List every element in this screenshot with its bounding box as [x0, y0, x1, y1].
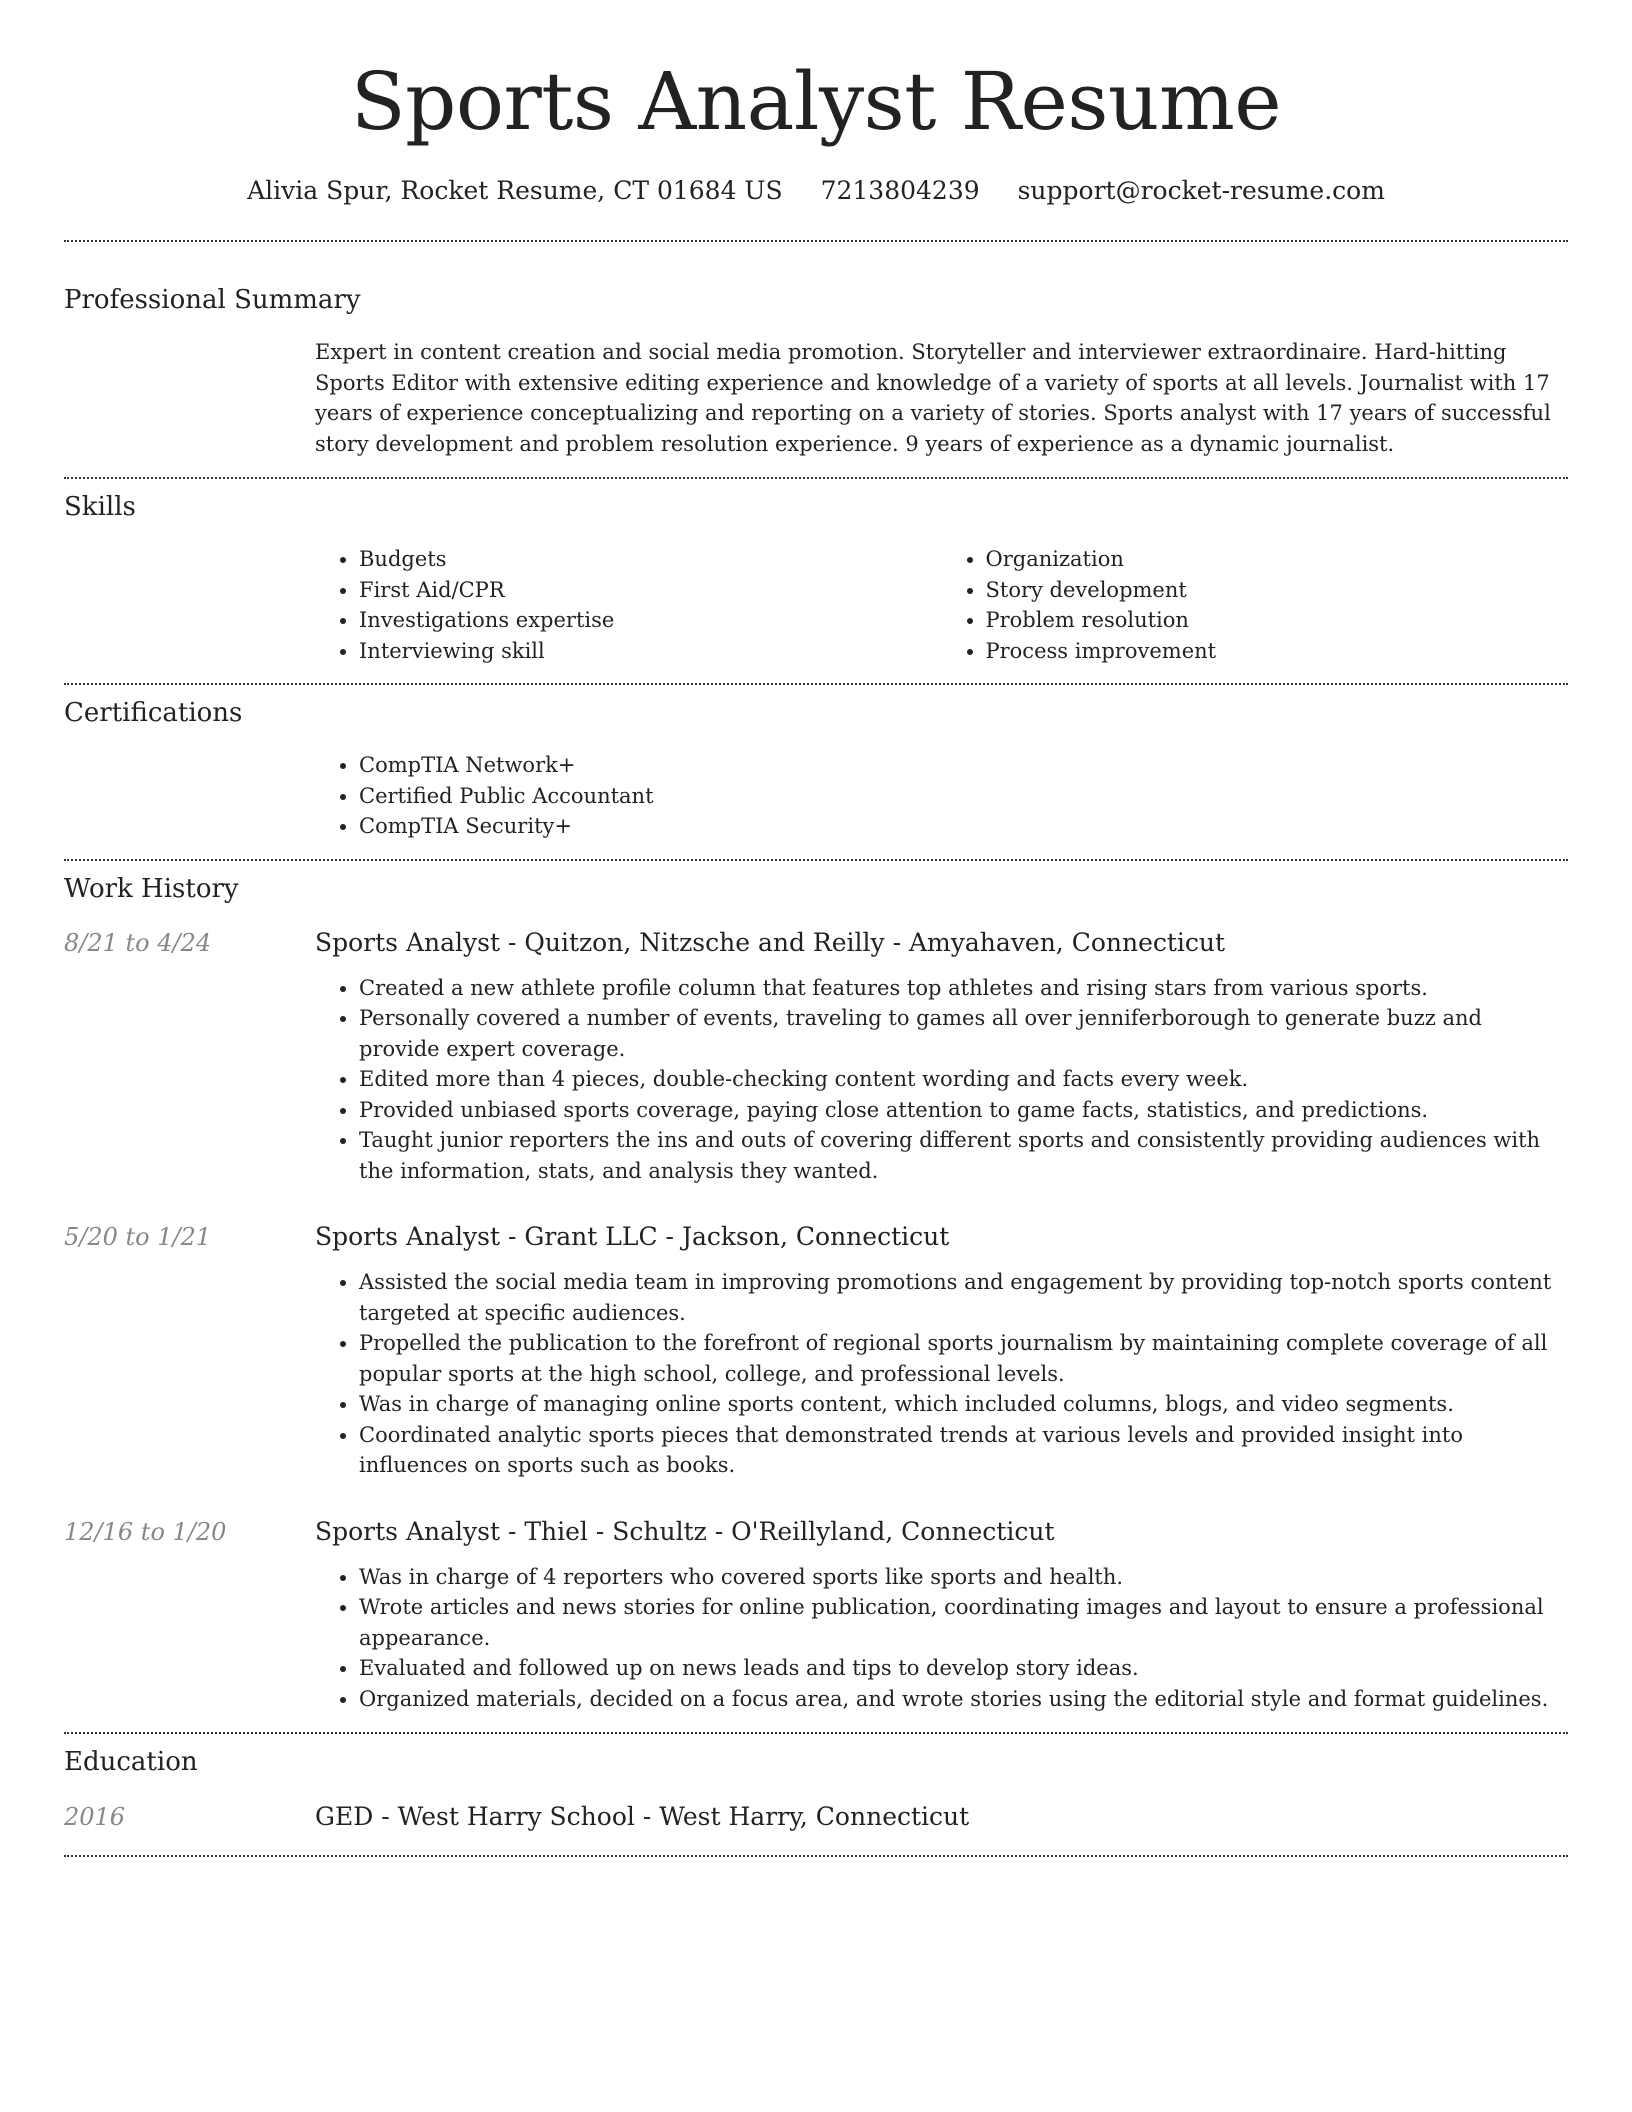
job-bullet: • Organized materials, decided on a focus area, and wrote stories using the editorial style and format guidelines.: [359, 1684, 1568, 1715]
section-heading-summary: Professional Summary: [64, 285, 361, 315]
certification-item: • CompTIA Security+: [359, 811, 1568, 842]
certification-item: • CompTIA Network+: [359, 750, 1568, 781]
divider: [64, 1732, 1568, 1734]
job-title: Sports Analyst - Quitzon, Nitzsche and Reilly - Amyahaven, Connecticut: [315, 927, 1226, 957]
job-bullet: • Edited more than 4 pieces, double-checking content wording and facts every week.: [359, 1064, 1568, 1095]
education-title: GED - West Harry School - West Harry, Connecticut: [315, 1802, 970, 1831]
job-bullet: • Personally covered a number of events, traveling to games all over jenniferborough to generate buzz and provide expert coverage.: [359, 1003, 1568, 1064]
job-dates: 8/21 to 4/24: [64, 928, 212, 957]
skill-item: • Interviewing skill: [359, 636, 942, 667]
skills-section: [64, 490, 1568, 666]
divider: [64, 859, 1568, 861]
divider: [64, 1855, 1568, 1857]
certification-item: • Certified Public Accountant: [359, 781, 1568, 812]
skill-item: • Process improvement: [986, 636, 1569, 667]
job-entry: [64, 926, 1568, 1187]
skill-item: • First Aid/CPR: [359, 575, 942, 606]
job-entry: [64, 1515, 1568, 1715]
job-bullet: • Was in charge of managing online sports content, which included columns, blogs, and video segments.: [359, 1389, 1568, 1420]
job-entry: [64, 1220, 1568, 1481]
skill-item: • Story development: [986, 575, 1569, 606]
resume-page: [64, 0, 1568, 1857]
education-date: 2016: [64, 1803, 126, 1831]
job-bullets: [315, 1562, 1568, 1715]
skills-list-right: [942, 544, 1569, 666]
section-heading-education: Education: [64, 1747, 198, 1777]
skills-content: [315, 544, 1568, 666]
job-title: Sports Analyst - Thiel - Schultz - O'Reillyland, Connecticut: [315, 1516, 1055, 1546]
section-heading-skills: Skills: [64, 492, 136, 522]
job-bullet: • Assisted the social media team in improving promotions and engagement by providing top-notch sports content targeted at specific audiences.: [359, 1267, 1568, 1328]
job-bullet: • Taught junior reporters the ins and outs of covering different sports and consistently providing audiences with the information, stats, and analysis they wanted.: [359, 1125, 1568, 1186]
summary-content: [315, 337, 1568, 459]
skill-item: • Problem resolution: [986, 605, 1569, 636]
education-section: [64, 1745, 1568, 1834]
contact-line: [64, 174, 1568, 208]
job-bullet: • Wrote articles and news stories for online publication, coordinating images and layout to ensure a professional appearance.: [359, 1592, 1568, 1653]
job-bullet: • Propelled the publication to the forefront of regional sports journalism by maintaining complete coverage of all popular sports at the high school, college, and professional levels.: [359, 1328, 1568, 1389]
contact-address: Alivia Spur, Rocket Resume, CT 01684 US: [247, 176, 783, 205]
section-heading-certifications: Certifications: [64, 698, 243, 728]
contact-email: support@rocket-resume.com: [1017, 176, 1385, 205]
job-bullets: [315, 1267, 1568, 1481]
section-heading-work-history: Work History: [64, 873, 239, 904]
job-title: Sports Analyst - Grant LLC - Jackson, Connecticut: [315, 1222, 950, 1251]
certifications-list: [315, 750, 1568, 842]
skill-item: • Investigations expertise: [359, 605, 942, 636]
job-bullet: • Evaluated and followed up on news leads and tips to develop story ideas.: [359, 1653, 1568, 1684]
job-dates: 12/16 to 1/20: [64, 1517, 227, 1546]
summary-section: [64, 283, 1568, 459]
skill-item: • Budgets: [359, 544, 942, 575]
contact-phone: 7213804239: [820, 176, 980, 205]
divider: [64, 477, 1568, 479]
certifications-section: [64, 696, 1568, 842]
certifications-content: [315, 750, 1568, 842]
skill-item: • Organization: [986, 544, 1569, 575]
work-history-section: [64, 872, 1568, 1715]
skills-list-left: [315, 544, 942, 666]
job-bullet: • Coordinated analytic sports pieces that demonstrated trends at various levels and provided insight into influences on sports such as books.: [359, 1420, 1568, 1481]
divider: [64, 240, 1568, 242]
page-title: Sports Analyst Resume: [350, 55, 1282, 148]
job-bullet: • Provided unbiased sports coverage, paying close attention to game facts, statistics, and predictions.: [359, 1095, 1568, 1126]
summary-text: Expert in content creation and social media promotion. Storyteller and interviewer extraordinaire. Hard-hitting Sports Editor with extensive editing experience and knowledge of a variety of sports at all levels. Journalist with 17 years of experience conceptualizing and reporting on a variety of stories. Sports analyst with 17 years of successful story development and problem resolution experience. 9 years of experience as a dynamic journalist.: [315, 340, 1551, 456]
divider: [64, 683, 1568, 685]
job-bullet: • Was in charge of 4 reporters who covered sports like sports and health.: [359, 1562, 1568, 1593]
job-dates: 5/20 to 1/21: [64, 1223, 212, 1251]
education-entry: [64, 1800, 1568, 1834]
job-bullet: • Created a new athlete profile column that features top athletes and rising stars from various sports.: [359, 973, 1568, 1004]
job-bullets: [315, 973, 1568, 1187]
